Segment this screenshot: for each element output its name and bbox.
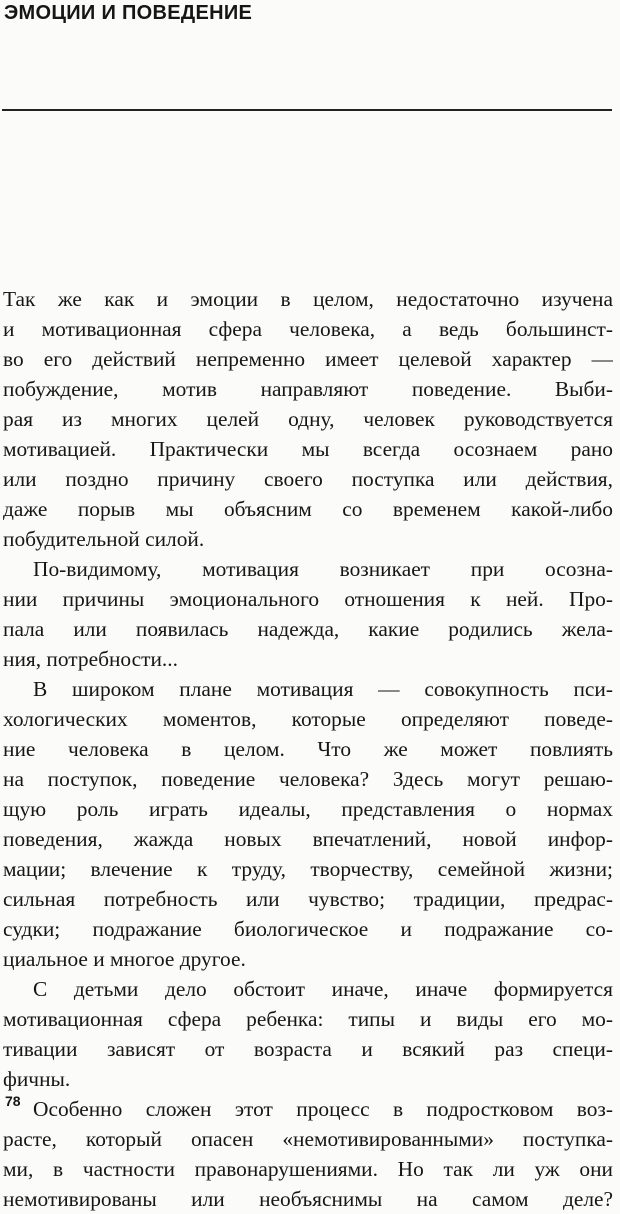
text-line: мотивацией. Практически мы всегда осознаем рано xyxy=(3,437,613,461)
text-line: побуждение, мотив направляют поведение. Выби- xyxy=(3,377,613,401)
text-line: В широком плане мотивация — совокупность пси- xyxy=(33,677,613,701)
body-text xyxy=(3,284,613,1214)
text-line: немотивированы или необъяснимы на самом деле? xyxy=(3,1187,613,1211)
text-line: побудительной силой. xyxy=(3,527,205,551)
text-line: и мотивационная сфера человека, а ведь большинст- xyxy=(3,317,613,341)
text-line: или поздно причину своего поступка или действия, xyxy=(3,467,613,491)
text-line: судки; подражание биологическое и подражание со- xyxy=(3,917,613,941)
text-line: сильная потребность или чувство; традиции, предрас- xyxy=(3,887,613,911)
page-number: 78 xyxy=(5,1093,21,1109)
text-line: ния, потребности... xyxy=(3,647,178,671)
running-header: ЭМОЦИИ И ПОВЕДЕНИЕ xyxy=(4,2,253,24)
text-line: расте, который опасен «немотивированными» поступка- xyxy=(3,1127,613,1151)
text-line: фичны. xyxy=(3,1067,71,1091)
text-line: По-видимому, мотивация возникает при осозна- xyxy=(33,557,613,581)
header-rule xyxy=(2,109,612,111)
text-line: ми, в частности правонарушениями. Но так ли уж они xyxy=(3,1157,613,1181)
text-line: циальное и многое другое. xyxy=(3,947,246,971)
text-line: хологических моментов, которые определяют поведе- xyxy=(3,707,613,731)
text-line: рая из многих целей одну, человек руководствуется xyxy=(3,407,613,431)
text-line: во его действий непременно имеет целевой характер — xyxy=(3,347,613,371)
text-line: на поступок, поведение человека? Здесь могут решаю- xyxy=(3,767,613,791)
text-line: щую роль играть идеалы, представления о нормах xyxy=(3,797,613,821)
text-line: С детьми дело обстоит иначе, иначе формируется xyxy=(33,977,613,1001)
text-line: мотивационная сфера ребенка: типы и виды его мо- xyxy=(3,1007,613,1031)
text-line: Так же как и эмоции в целом, недостаточно изучена xyxy=(3,287,613,311)
text-line: ние человека в целом. Что же может повлиять xyxy=(3,737,613,761)
text-line: даже порыв мы объясним со временем какой-либо xyxy=(3,497,613,521)
text-line: нии причины эмоционального отношения к ней. Про- xyxy=(3,587,613,611)
text-line: пала или появилась надежда, какие родились жела- xyxy=(3,617,613,641)
text-line: мации; влечение к труду, творчеству, семейной жизни; xyxy=(3,857,613,881)
text-line: тивации зависят от возраста и всякий раз специ- xyxy=(3,1037,613,1061)
text-line: Особенно сложен этот процесс в подростковом воз- xyxy=(33,1097,613,1121)
text-line: поведения, жажда новых впечатлений, новой инфор- xyxy=(3,827,613,851)
